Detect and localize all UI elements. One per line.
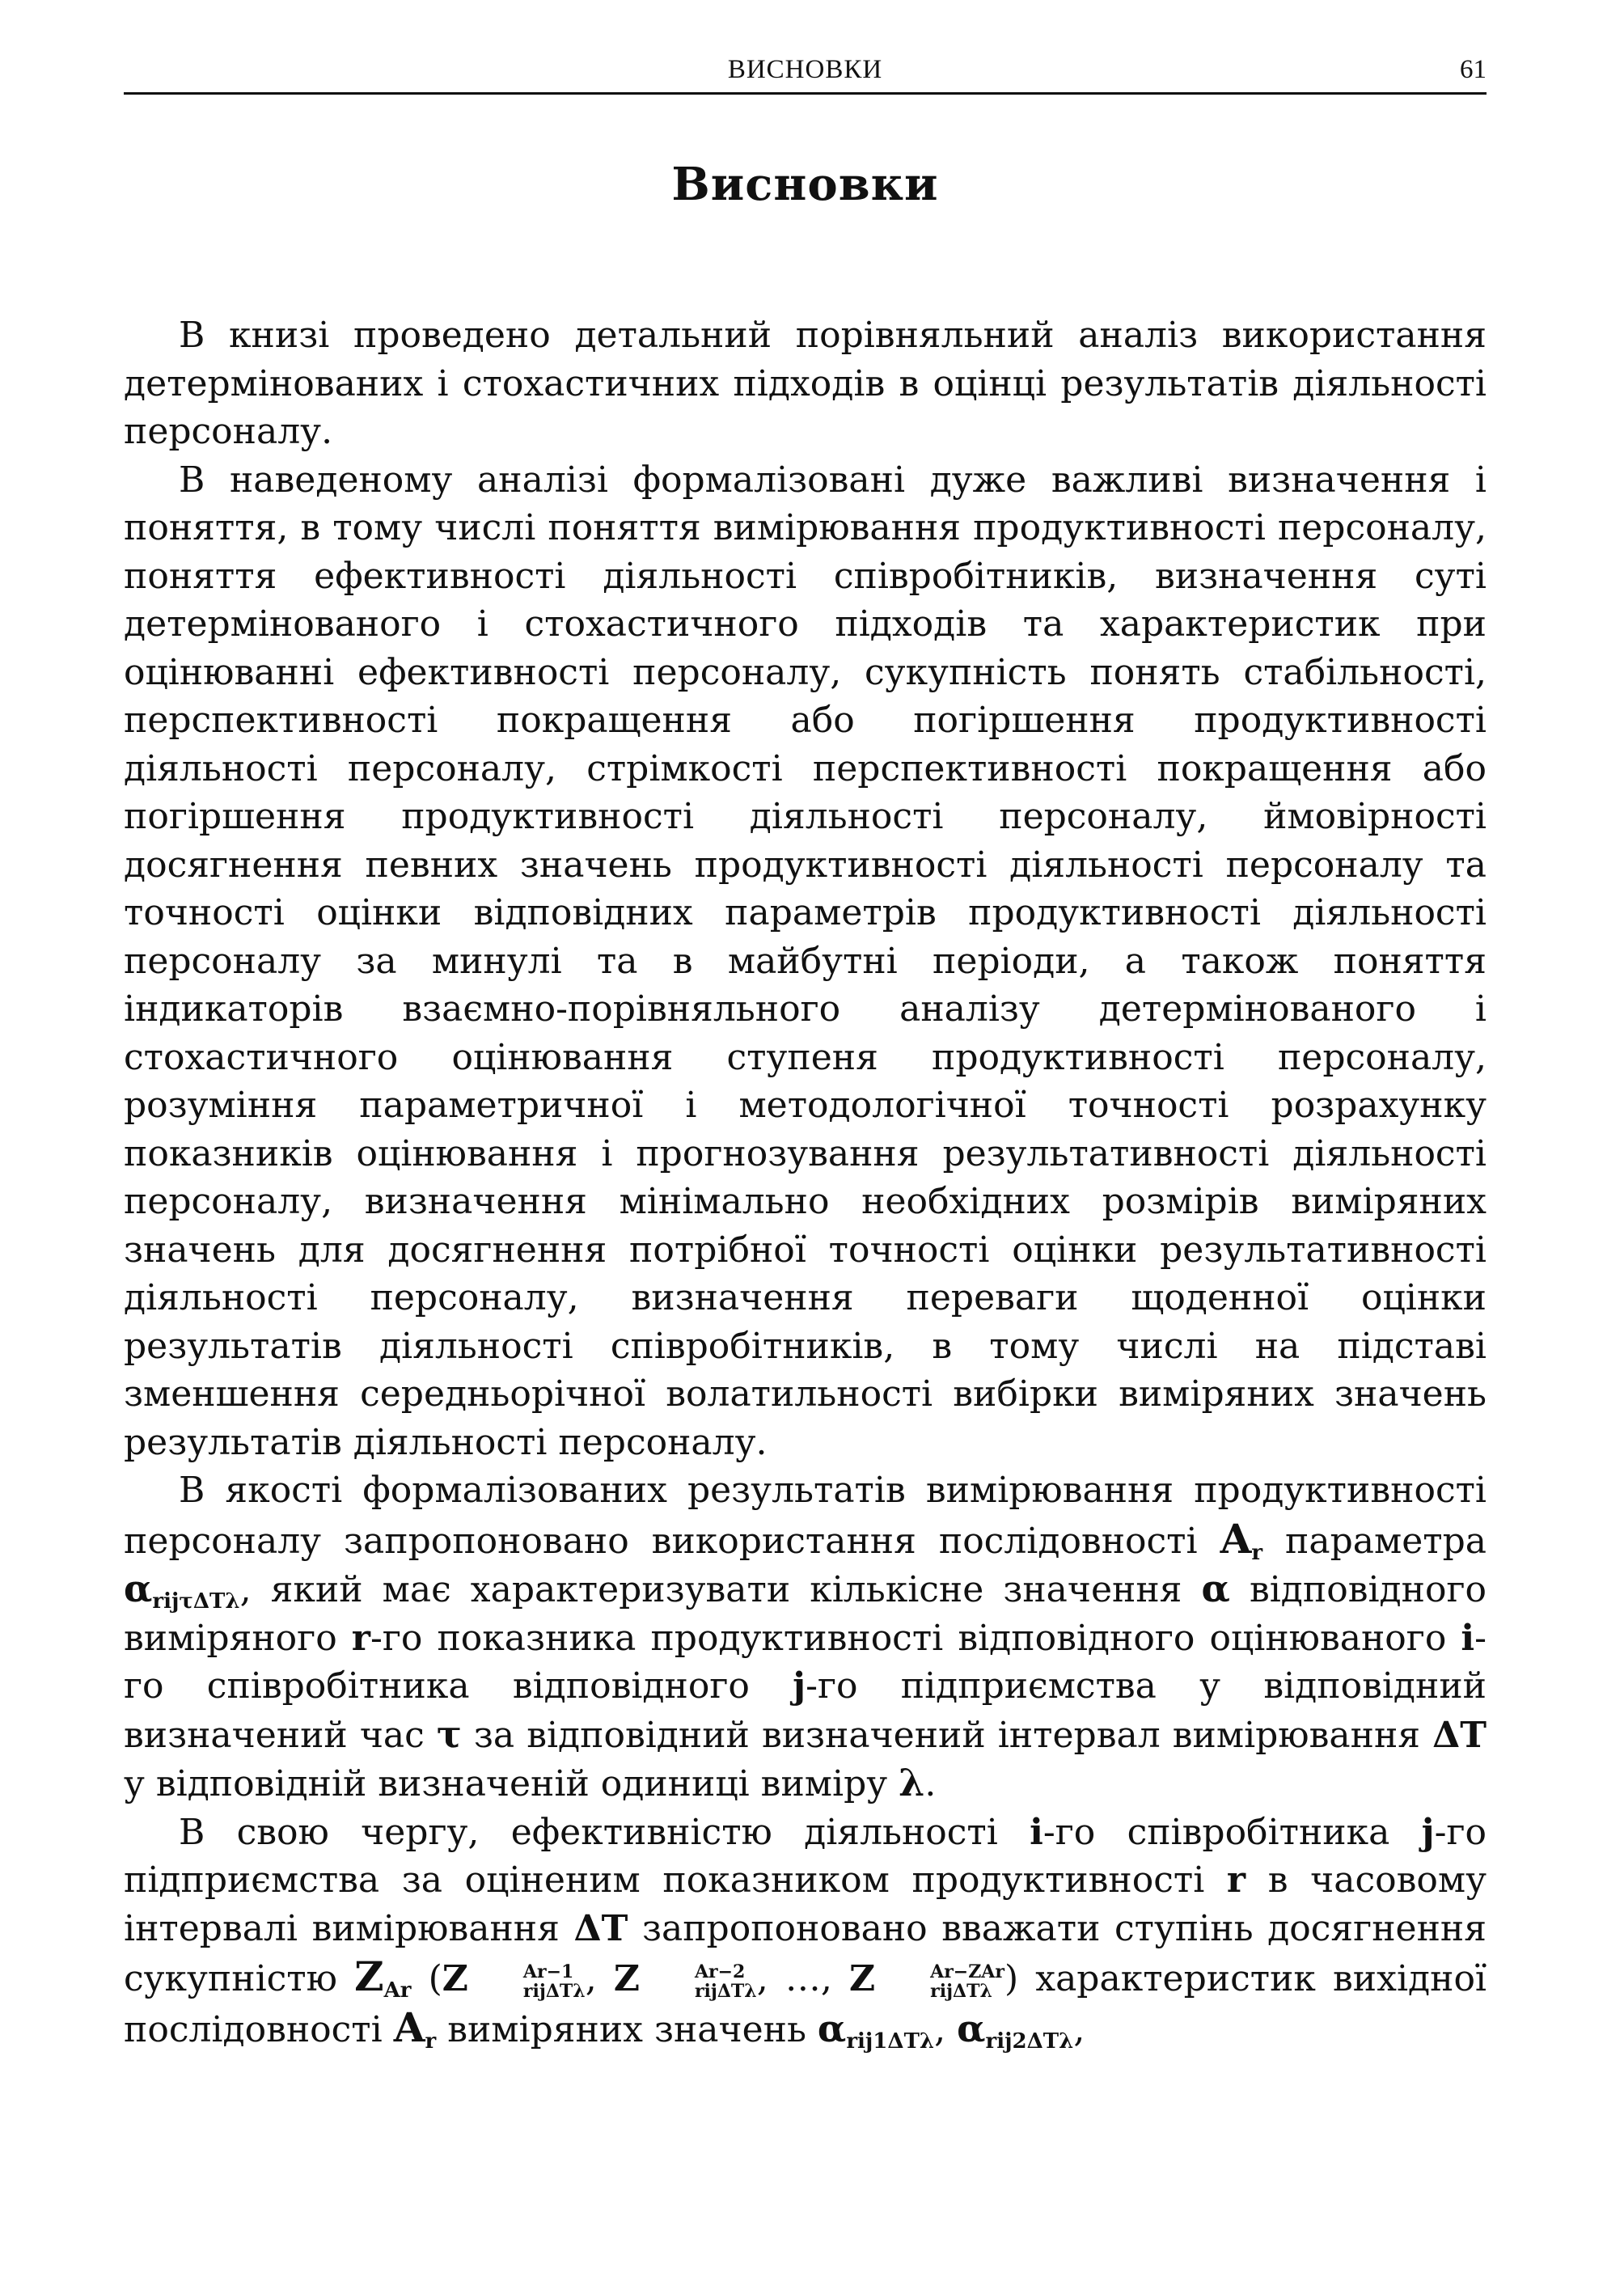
r-symbol: r [1226,1859,1246,1901]
p3-text-7: -го підприємства у відповідний визначений час [124,1665,1487,1756]
Z-subscript: Ar [383,1978,412,2003]
lambda-symbol: λ [899,1761,925,1804]
z3-indices [875,1962,1004,2001]
z2-indices [640,1962,757,2001]
delta-T-symbol: ΔT [573,1907,628,1949]
paragraph-1: В книзі проведено детальний порівняльний аналіз використання детермінованих і стохастичних підходів в оцінці результатів діяльності персоналу. [124,315,1487,452]
z1-superscript: Ar−1 [522,1961,574,1982]
p4-text-7: ) характеристик вихідної послідовності [124,1958,1487,2050]
j-symbol: j [1421,1811,1435,1853]
alpha-symbol: α [124,1567,153,1610]
p3-text-2: параметра [1262,1520,1487,1562]
paragraph-4 [124,1809,1487,2054]
p4-text-6: ( [411,1958,442,1999]
page-header [124,50,1487,95]
p4-text-3: -го підприємства за оціненим показником продуктивності [124,1811,1487,1901]
section-title: Висновки [671,158,939,211]
z2-superscript: Ar−2 [694,1961,746,1982]
sequence-A-symbol: A [1220,1514,1252,1563]
delta-T-symbol: ΔT [1432,1714,1487,1756]
p4-text-8: виміряних значень [436,2008,818,2050]
z1-indices [468,1962,586,2001]
r-symbol: r [351,1617,370,1659]
Z-symbol: Z [354,1952,384,2000]
paragraph-3 [124,1466,1487,1809]
paragraph-2: В наведеному аналізі формалізовані дуже важливі визначення і поняття, в тому числі поняття вимірювання продуктивності персоналу, поняття ефективності діяльності співробітників, визначення суті детермінованого і стохастичного підходів та характеристик при оцінюванні ефективності персоналу, сукупність понять стабільності, перспективності покращення або погіршення продуктивності діяльності персоналу, стрімкості перспективності покращення або погіршення продуктивності діяльності персоналу, ймовірності досягнення певних значень продуктивності діяльності персоналу та точності оцінки відповідних параметрів продуктивності діяльності персоналу за минулі та в майбутні періоди, а також поняття індикаторів взаємно-порівняльного аналізу детермінованого і стохастичного оцінювання ступеня продуктивності персоналу, розуміння параметричної і методологічної точності розрахунку показників оцінювання і прогнозування результативності діяльності персоналу, визначення мінімально необхідних розмірів виміряних значень для досягнення потрібної точності оцінки результативності діяльності персоналу, визначення переваги щоденної оцінки результатів діяльності співробітників, в тому числі на підставі зменшення середньорічної волатильності вибірки виміряних значень результатів діяльності персоналу. [124,459,1487,1463]
p3-text-4: відповідного виміряного [124,1569,1487,1659]
p4-ellipsis: , …, [756,1958,849,1999]
z1-subscript: rijΔTλ [522,1980,586,2002]
p4-text-5: запропоновано вважати ступінь досягнення сукупністю [124,1907,1487,1999]
p3-text-8: за відповідний визначений інтервал вимірювання [461,1714,1433,1756]
sequence-A-symbol: A [393,2003,425,2051]
sequence-A-subscript: r [425,2029,437,2054]
body-text [124,311,1487,2054]
alpha-symbol-2: α [957,2006,986,2050]
p4-separator-1: , [585,1958,614,1999]
p3-text-5: -го показника продуктивності відповідного оцінюваного [370,1617,1461,1659]
alpha-subscript: rijτΔTλ [152,1589,240,1614]
p3-text-3: , який має характеризувати кількісне значення [239,1569,1202,1610]
p4-separator-2: , [934,2008,958,2050]
p3-text-1: В якості формалізованих результатів вимірювання продуктивності персоналу запропоновано використання послідовності [124,1470,1487,1562]
alpha-subscript-1: rij1ΔTλ [846,2029,935,2054]
p3-text-9: у відповідній визначеній одиниці виміру [124,1763,899,1804]
tau-symbol: τ [436,1711,462,1756]
sequence-A-subscript: r [1251,1540,1263,1565]
p4-text-2: -го співробітника [1042,1811,1422,1853]
i-symbol: i [1030,1811,1043,1853]
p3-text-10: . [924,1763,937,1804]
z3-superscript: Ar−ZAr [930,1961,1004,1982]
z3-subscript: rijΔTλ [930,1980,992,2002]
alpha-symbol-2: α [1201,1567,1230,1610]
z2-symbol: Z [613,1958,640,1999]
alpha-subscript-2: rij2ΔTλ [985,2029,1074,2054]
alpha-symbol-1: α [817,2006,847,2050]
page-number: 61 [1460,55,1487,84]
i-symbol: i [1461,1617,1475,1659]
p4-text-9: , [1073,2008,1085,2050]
z2-subscript: rijΔTλ [694,1980,757,2002]
z1-symbol: Z [442,1958,468,1999]
running-head: ВИСНОВКИ [727,55,883,84]
z3-symbol: Z [849,1958,876,1999]
p4-text-1: В свою чергу, ефективністю діяльності [179,1811,1030,1853]
p3-text-6: -го співробітника відповідного [124,1617,1487,1707]
j-symbol: j [793,1665,806,1707]
p4-text-4: в часовому інтервалі вимірювання [124,1859,1487,1949]
